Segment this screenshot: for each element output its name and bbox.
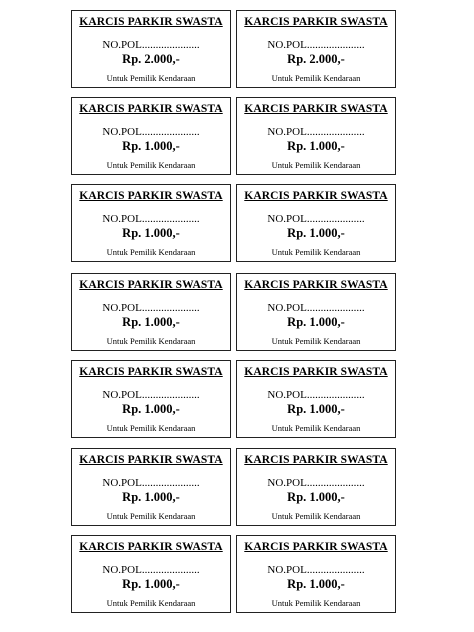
parking-ticket [71, 184, 231, 262]
ticket-owner-note: Untuk Pemilik Kendaraan [271, 598, 361, 608]
ticket-title: KARCIS PARKIR SWASTA [244, 366, 388, 378]
parking-ticket [236, 273, 396, 351]
ticket-title: KARCIS PARKIR SWASTA [79, 190, 223, 202]
ticket-title: KARCIS PARKIR SWASTA [244, 454, 388, 466]
ticket-price: Rp. 1.000,- [122, 226, 180, 240]
ticket-price: Rp. 1.000,- [122, 139, 180, 153]
ticket-owner-note: Untuk Pemilik Kendaraan [271, 73, 361, 83]
ticket-title: KARCIS PARKIR SWASTA [79, 279, 223, 291]
ticket-owner-note: Untuk Pemilik Kendaraan [271, 160, 361, 170]
ticket-plate-number: NO.POL..................... [267, 39, 365, 51]
ticket-plate-number: NO.POL..................... [102, 564, 200, 576]
ticket-price: Rp. 1.000,- [122, 490, 180, 504]
ticket-title: KARCIS PARKIR SWASTA [244, 279, 388, 291]
parking-ticket [236, 535, 396, 613]
ticket-title: KARCIS PARKIR SWASTA [244, 103, 388, 115]
ticket-price: Rp. 1.000,- [287, 402, 345, 416]
ticket-title: KARCIS PARKIR SWASTA [79, 454, 223, 466]
ticket-owner-note: Untuk Pemilik Kendaraan [271, 336, 361, 346]
ticket-title: KARCIS PARKIR SWASTA [244, 541, 388, 553]
ticket-price: Rp. 1.000,- [122, 402, 180, 416]
ticket-owner-note: Untuk Pemilik Kendaraan [106, 511, 196, 521]
ticket-plate-number: NO.POL..................... [102, 302, 200, 314]
parking-ticket [71, 448, 231, 526]
ticket-owner-note: Untuk Pemilik Kendaraan [106, 160, 196, 170]
parking-ticket [236, 10, 396, 88]
ticket-price: Rp. 1.000,- [287, 139, 345, 153]
ticket-owner-note: Untuk Pemilik Kendaraan [271, 511, 361, 521]
ticket-owner-note: Untuk Pemilik Kendaraan [106, 247, 196, 257]
ticket-price: Rp. 2.000,- [287, 52, 345, 66]
ticket-owner-note: Untuk Pemilik Kendaraan [106, 73, 196, 83]
ticket-price: Rp. 1.000,- [287, 490, 345, 504]
ticket-title: KARCIS PARKIR SWASTA [79, 16, 223, 28]
ticket-price: Rp. 1.000,- [287, 226, 345, 240]
ticket-plate-number: NO.POL..................... [267, 213, 365, 225]
parking-ticket [236, 360, 396, 438]
parking-ticket [71, 97, 231, 175]
ticket-plate-number: NO.POL..................... [267, 477, 365, 489]
ticket-plate-number: NO.POL..................... [267, 564, 365, 576]
ticket-plate-number: NO.POL..................... [102, 213, 200, 225]
ticket-title: KARCIS PARKIR SWASTA [79, 366, 223, 378]
ticket-plate-number: NO.POL..................... [102, 389, 200, 401]
ticket-title: KARCIS PARKIR SWASTA [79, 103, 223, 115]
ticket-plate-number: NO.POL..................... [102, 477, 200, 489]
ticket-price: Rp. 1.000,- [287, 315, 345, 329]
parking-ticket [236, 448, 396, 526]
ticket-price: Rp. 1.000,- [122, 577, 180, 591]
ticket-owner-note: Untuk Pemilik Kendaraan [106, 423, 196, 433]
parking-ticket [236, 97, 396, 175]
ticket-title: KARCIS PARKIR SWASTA [244, 16, 388, 28]
ticket-owner-note: Untuk Pemilik Kendaraan [271, 247, 361, 257]
ticket-owner-note: Untuk Pemilik Kendaraan [271, 423, 361, 433]
ticket-plate-number: NO.POL..................... [267, 389, 365, 401]
parking-ticket [236, 184, 396, 262]
parking-ticket [71, 10, 231, 88]
ticket-plate-number: NO.POL..................... [267, 126, 365, 138]
ticket-title: KARCIS PARKIR SWASTA [244, 190, 388, 202]
parking-ticket [71, 360, 231, 438]
ticket-price: Rp. 1.000,- [122, 315, 180, 329]
ticket-title: KARCIS PARKIR SWASTA [79, 541, 223, 553]
ticket-plate-number: NO.POL..................... [267, 302, 365, 314]
ticket-price: Rp. 2.000,- [122, 52, 180, 66]
parking-ticket [71, 535, 231, 613]
ticket-plate-number: NO.POL..................... [102, 126, 200, 138]
ticket-owner-note: Untuk Pemilik Kendaraan [106, 598, 196, 608]
ticket-price: Rp. 1.000,- [287, 577, 345, 591]
ticket-plate-number: NO.POL..................... [102, 39, 200, 51]
parking-ticket [71, 273, 231, 351]
ticket-owner-note: Untuk Pemilik Kendaraan [106, 336, 196, 346]
